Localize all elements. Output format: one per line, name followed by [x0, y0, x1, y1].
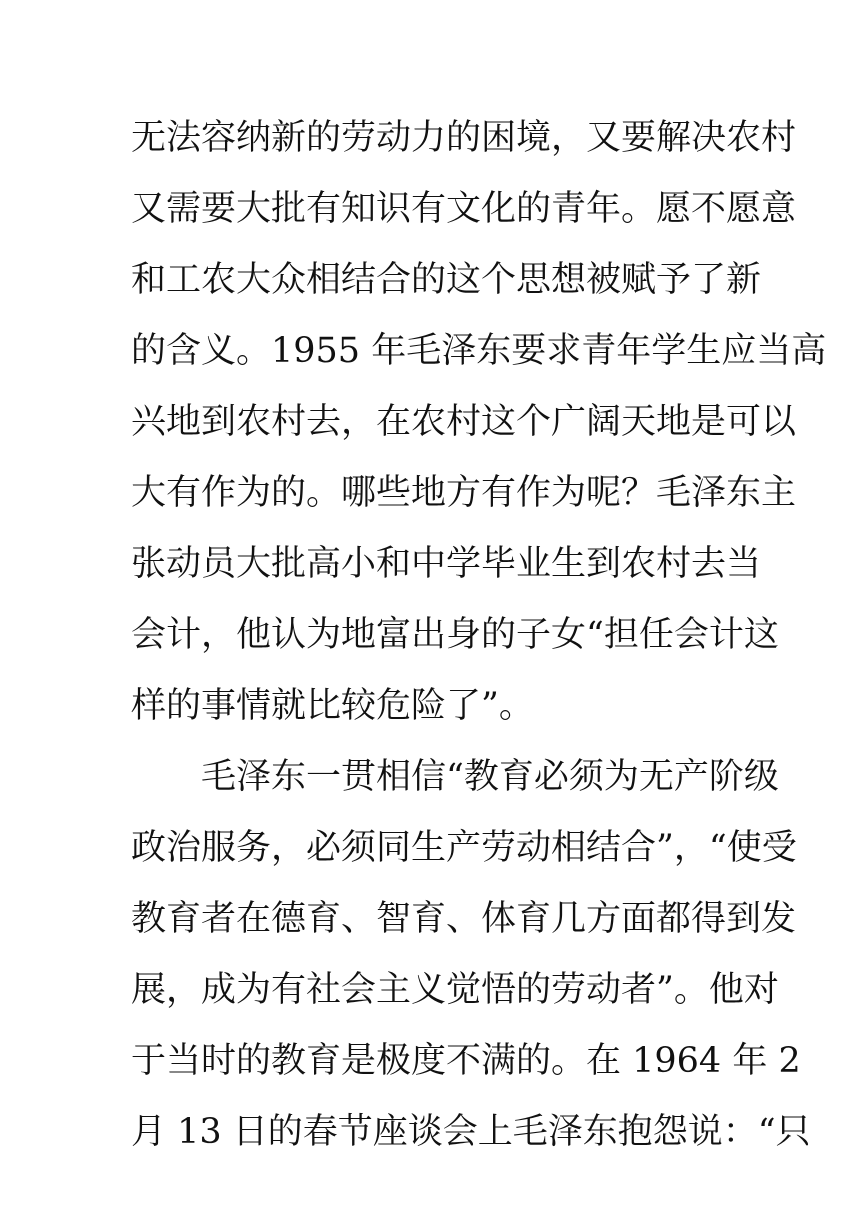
text-line-13: 展，成为有社会主义觉悟的劳动者”。他对 [131, 970, 779, 1010]
text-line-10: 毛泽东一贯相信“教育必须为无产阶级 [201, 757, 779, 797]
text-line-4: 的含义。1955 年毛泽东要求青年学生应当高 [131, 331, 827, 371]
text-line-11: 政治服务，必须同生产劳动相结合”，“使受 [131, 828, 797, 868]
text-line-9: 样的事情就比较危险了”。 [131, 686, 534, 726]
text-line-2: 又需要大批有知识有文化的青年。愿不愿意 [131, 189, 797, 229]
text-line-1: 无法容纳新的劳动力的困境，又要解决农村 [131, 118, 797, 158]
text-line-14: 于当时的教育是极度不满的。在 1964 年 2 [131, 1041, 801, 1081]
text-line-7: 张动员大批高小和中学毕业生到农村去当 [131, 544, 762, 584]
text-line-5: 兴地到农村去，在农村这个广阔天地是可以 [131, 402, 797, 442]
text-line-8: 会计，他认为地富出身的子女“担任会计这 [131, 615, 779, 655]
text-line-12: 教育者在德育、智育、体育几方面都得到发 [131, 899, 797, 939]
text-line-6: 大有作为的。哪些地方有作为呢？毛泽东主 [131, 473, 797, 513]
text-line-3: 和工农大众相结合的这个思想被赋予了新 [131, 260, 762, 300]
text-line-15: 月 13 日的春节座谈会上毛泽东抱怨说：“只 [131, 1112, 811, 1152]
